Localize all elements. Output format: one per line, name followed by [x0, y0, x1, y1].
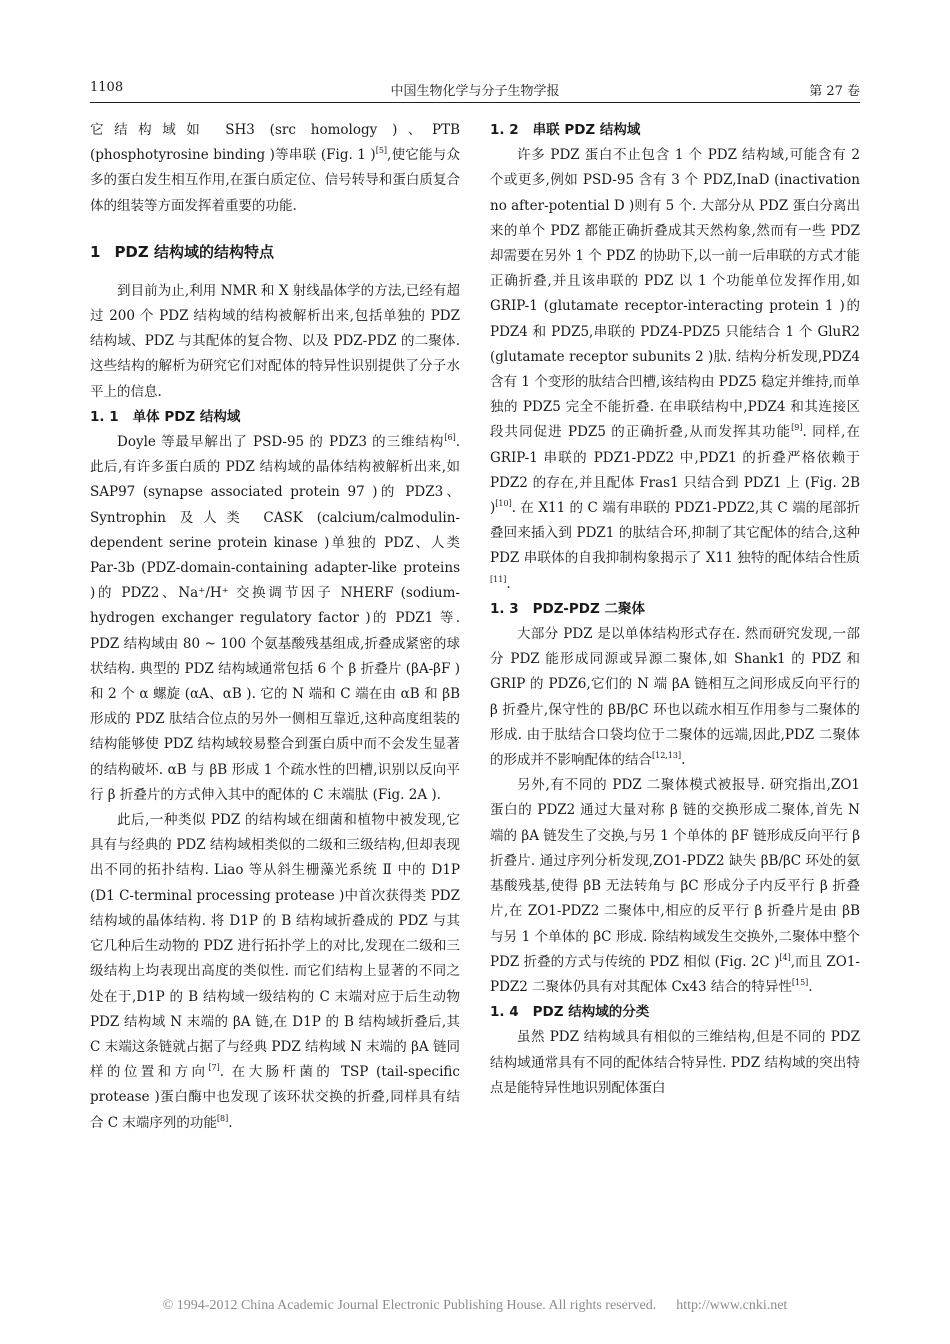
- subsection-heading: [490, 118, 860, 143]
- text: . 在 X11 的 C 端有串联的 PDZ1-PDZ2,其 C 端的尾部折叠回来插入到 PDZ1 的肽结合环,抑制了其它配体的结合,这种 PDZ 串联体的自我抑制构象揭示了 X11 独特的配体结合性质: [490, 500, 860, 567]
- text: 许多 PDZ 蛋白不止包含 1 个 PDZ 结构域,可能含有 2 个或更多,例如 PSD-95 含有 3 个 PDZ,InaD (inactivation no after-potential D )则有 5 个. 大部分从 PDZ 蛋白分离出来的单个 PDZ 都能正确折叠成其天然构象,然而有一些 PDZ 却需要在另外 1 个 PDZ 的协助下,以一前一后串联的方式才能正确折叠,并且该串联的 PDZ 以 1 个功能单位发挥作用,如 GRIP-1 (glutamate receptor-interacting protein 1 )的 PDZ4 和 PDZ5,串联的 PDZ4-PDZ5 只能结合 1 个 GluR2 (glutamate receptor subunits 2 )肽. 结构分析发现,PDZ4 含有 1 个变形的肽结合凹槽,该结构由 PDZ5 稳定并维持,而单独的 PDZ5 完全不能折叠. 在串联结构中,PDZ4 和其连接区段共同促进 PDZ5 的正确折叠,从而发挥其功能: [490, 147, 860, 441]
- text: . 此后,有许多蛋白质的 PDZ 结构域的晶体结构被解析出来,如 SAP97 (synapse associated protein 97 )的 PDZ3、Syntrophin 及人类 CASK (calcium/calmodulin-dependent serine protein kinase )单独的 PDZ、人类 Par-3b (PDZ-domain-containing adapter-like proteins )的 PDZ2、Na⁺/H⁺ 交换调节因子 NHERF (sodium-hydrogen exchanger regulatory factor )的 PDZ1 等. PDZ 结构域由 80 ~ 100 个氨基酸残基组成,折叠成紧密的球状结构. 典型的 PDZ 结构域通常包括 6 个 β 折叠片 (βA-βF )和 2 个 α 螺旋 (αA、αB ). 它的 N 端和 C 端在由 αB 和 βB 形成的 PDZ 肽结合位点的另外一侧相互靠近,这种高度组装的结构能够使 PDZ 结构域较易整合到蛋白质中而不会发生显著的结构破坏. αB 与 βB 形成 1 个疏水性的凹槽,识别以反向平行 β 折叠片的方式伸入其中的配体的 C 末端肽 (Fig. 2A ).: [90, 434, 460, 803]
- paragraph: [490, 143, 860, 597]
- paragraph: [490, 622, 860, 773]
- subsection-number: 1. 2: [490, 122, 519, 138]
- site-link[interactable]: http://www.cnki.net: [676, 1298, 788, 1313]
- text: .: [808, 978, 813, 995]
- text: Doyle 等最早解出了 PSD-95 的 PDZ3 的三维结构: [117, 434, 445, 451]
- citation[interactable]: [4]: [779, 952, 791, 962]
- paragraph: [90, 118, 460, 219]
- paragraph: [490, 773, 860, 1000]
- text: .: [681, 752, 686, 769]
- subsection-heading: [490, 1000, 860, 1025]
- paragraph: 虽然 PDZ 结构域具有相似的三维结构,但是不同的 PDZ 结构域通常具有不同的配体结合特异性. PDZ 结构域的突出特点是能特异性地识别配体蛋白: [490, 1029, 860, 1096]
- subsection-number: 1. 1: [90, 408, 119, 425]
- text: 大部分 PDZ 是以单体结构形式存在. 然而研究发现,一部分 PDZ 能形成同源或异源二聚体,如 Shank1 的 PDZ 和 GRIP 的 PDZ6,它们的 N 端 βA 链相互之间形成反向平行的 β 折叠片,保守性的 βB/βC 环也以疏水相互作用参与二聚体的形成. 由于肽结合口袋均位于二聚体的远端,因此,PDZ 二聚体的形成并不影响配体的结合: [490, 626, 860, 769]
- citation[interactable]: [11]: [490, 574, 507, 584]
- text: . 在大肠杆菌的 TSP (tail-specific protease )蛋白酶中也发现了该环状交换的折叠,同样具有结合 C 末端序列的功能: [90, 1064, 460, 1131]
- citation[interactable]: [6]: [444, 433, 456, 443]
- journal-title: 中国生物化学与分子生物学报: [390, 84, 560, 99]
- section-number: 1: [90, 242, 101, 261]
- subsection-title: 串联 PDZ 结构域: [532, 122, 641, 138]
- subsection-title: 单体 PDZ 结构域: [132, 408, 241, 425]
- citation[interactable]: [7]: [208, 1063, 220, 1073]
- citation[interactable]: [8]: [216, 1113, 229, 1123]
- citation[interactable]: [15]: [791, 977, 809, 987]
- header-rule: [90, 102, 860, 103]
- subsection-title: PDZ 结构域的分类: [532, 1004, 650, 1021]
- text: 此后,一种类似 PDZ 的结构域在细菌和植物中被发现,它具有与经典的 PDZ 结构域相类似的二级和三级结构,但却表现出不同的拓扑结构. Liao 等从斜生栅藻光系统 Ⅱ 中的 D1P (D1 C-terminal processing protease )中首次获得类 PDZ 结构域的晶体结构. 将 D1P 的 B 结构域折叠成的 PDZ 与其它几种后生动物的 PDZ 进行拓扑学上的对比,发现在二级和三级结构上均表现出高度的类似性. 而它们结构上显著的不同之处在于,D1P 的 B 结构域一级结构的 C 末端对应于后生动物 PDZ 结构域 N 末端的 βA 链,在 D1P 的 B 结构域折叠后,其 C 末端这条链就占据了与经典 PDZ 结构域 N 末端的 βA 链同样的位置和方向: [90, 812, 460, 1081]
- copyright-text: © 1994-2012 China Academic Journal Electronic Publishing House. All rights reserved.: [162, 1298, 657, 1313]
- paragraph: [90, 808, 460, 1136]
- subsection-number: 1. 3: [490, 600, 519, 617]
- text: ,而且 ZO1-PDZ2 二聚体仍具有对其配体 Cx43 结合的特异性: [490, 953, 860, 995]
- text: 另外,有不同的 PDZ 二聚体模式被报导. 研究指出,ZO1 蛋白的 PDZ2 通过大量对称 β 链的交换形成二聚体,首先 N 端的 βA 链发生了交换,与另 1 个单体的 βF 链形成反向平行 β 折叠片. 通过序列分析发现,ZO1-PDZ2 缺失 βB/βC 环处的氨基酸残基,使得 βB 无法转角与 βC 形成分子内反平行 β 折叠片,在 ZO1-PDZ2 二聚体中,相应的反平行 β 折叠片是由 βB 与另 1 个单体的 βC 形成. 除结构域发生交换外,二聚体中整个 PDZ 折叠的方式与传统的 PDZ 相似 (Fig. 2C ): [490, 777, 860, 970]
- paragraph: [90, 430, 460, 808]
- citation[interactable]: [5]: [375, 146, 388, 156]
- text: . 同样,在 GRIP-1 串联的 PDZ1-PDZ2 中,PDZ1 的折叠严格依赖于 PDZ2 的存在,并且配体 Fras1 只结合到 PDZ1 上 (Fig. 2B ): [490, 424, 860, 517]
- section-title: PDZ 结构域的结构特点: [114, 242, 274, 261]
- text: .: [228, 1114, 233, 1131]
- subsection-title: PDZ-PDZ 二聚体: [532, 600, 645, 617]
- page-number: 1108: [90, 80, 124, 95]
- running-header: [90, 80, 860, 102]
- text: 它结构域如 SH3 (src homology )、PTB (phosphotyrosine binding )等串联 (Fig. 1 ): [90, 122, 460, 164]
- volume-label: 第 27 卷: [809, 84, 860, 99]
- citation[interactable]: [12,13]: [652, 751, 682, 761]
- citation[interactable]: [9]: [791, 423, 803, 433]
- subsection-heading: [490, 597, 860, 622]
- text: .: [506, 575, 511, 592]
- right-column: [490, 118, 860, 1101]
- left-column: [90, 118, 460, 1136]
- subsection-heading: [90, 405, 460, 430]
- section-heading: [90, 239, 460, 265]
- subsection-number: 1. 4: [490, 1004, 519, 1021]
- citation[interactable]: [10]: [495, 499, 512, 509]
- copyright-footer: [0, 1298, 950, 1314]
- text: ,使它能与众多的蛋白发生相互作用,在蛋白质定位、信号转导和蛋白质复合体的组装等方面发挥着重要的功能.: [90, 147, 460, 214]
- paragraph: 到目前为止,利用 NMR 和 X 射线晶体学的方法,已经有超过 200 个 PDZ 结构域的结构被解析出来,包括单独的 PDZ 结构域、PDZ 与其配体的复合物、以及 PDZ-PDZ 的二聚体. 这些结构的解析为研究它们对配体的特异性识别提供了分子水平上的信息.: [90, 282, 460, 400]
